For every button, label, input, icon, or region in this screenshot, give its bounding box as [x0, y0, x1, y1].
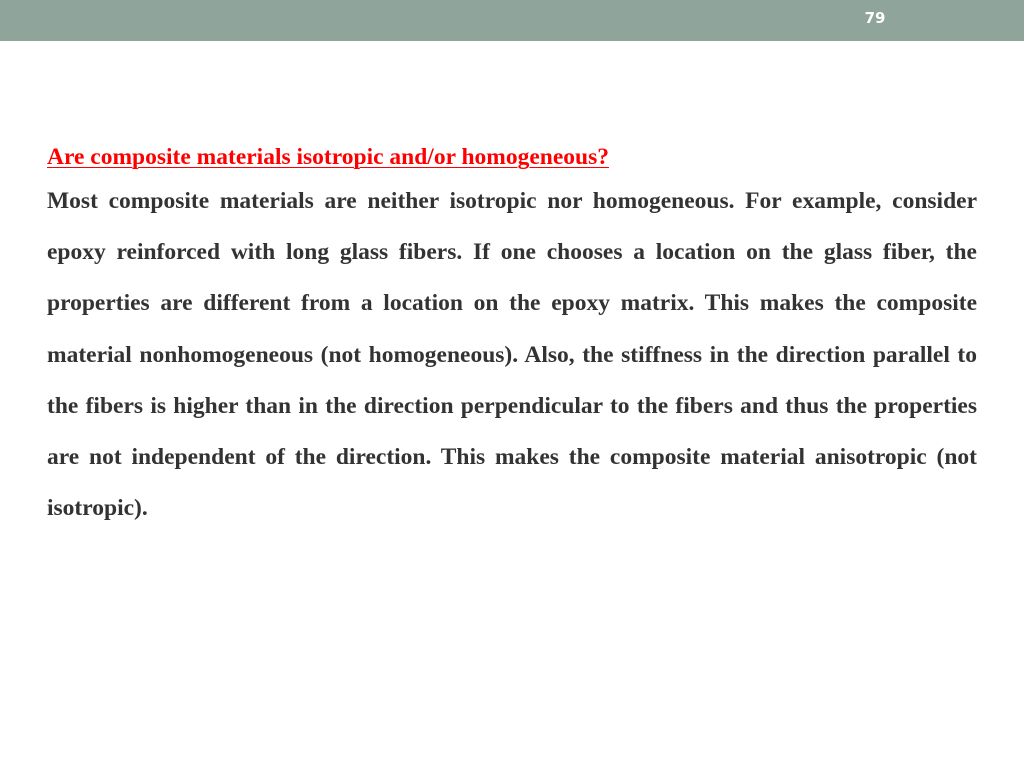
slide-heading: Are composite materials isotropic and/or homogeneous? — [47, 144, 610, 170]
slide-body-text: Most composite materials are neither isotropic nor homogeneous. For example, consider epoxy reinforced with long glass fibers. If one chooses a location on the glass fiber, the properties are different from a location on the epoxy matrix. This makes the composite material nonhomogeneous (not homogeneous). Also, the stiffness in the direction parallel to the fibers is higher than in the direction perpendicular to the fibers and thus the properties are not independent of the direction. This makes the composite material anisotropic (not isotropic). — [47, 188, 977, 522]
slide-content — [47, 138, 977, 534]
header-bar — [0, 0, 1024, 41]
page-number: 79 — [864, 9, 886, 27]
